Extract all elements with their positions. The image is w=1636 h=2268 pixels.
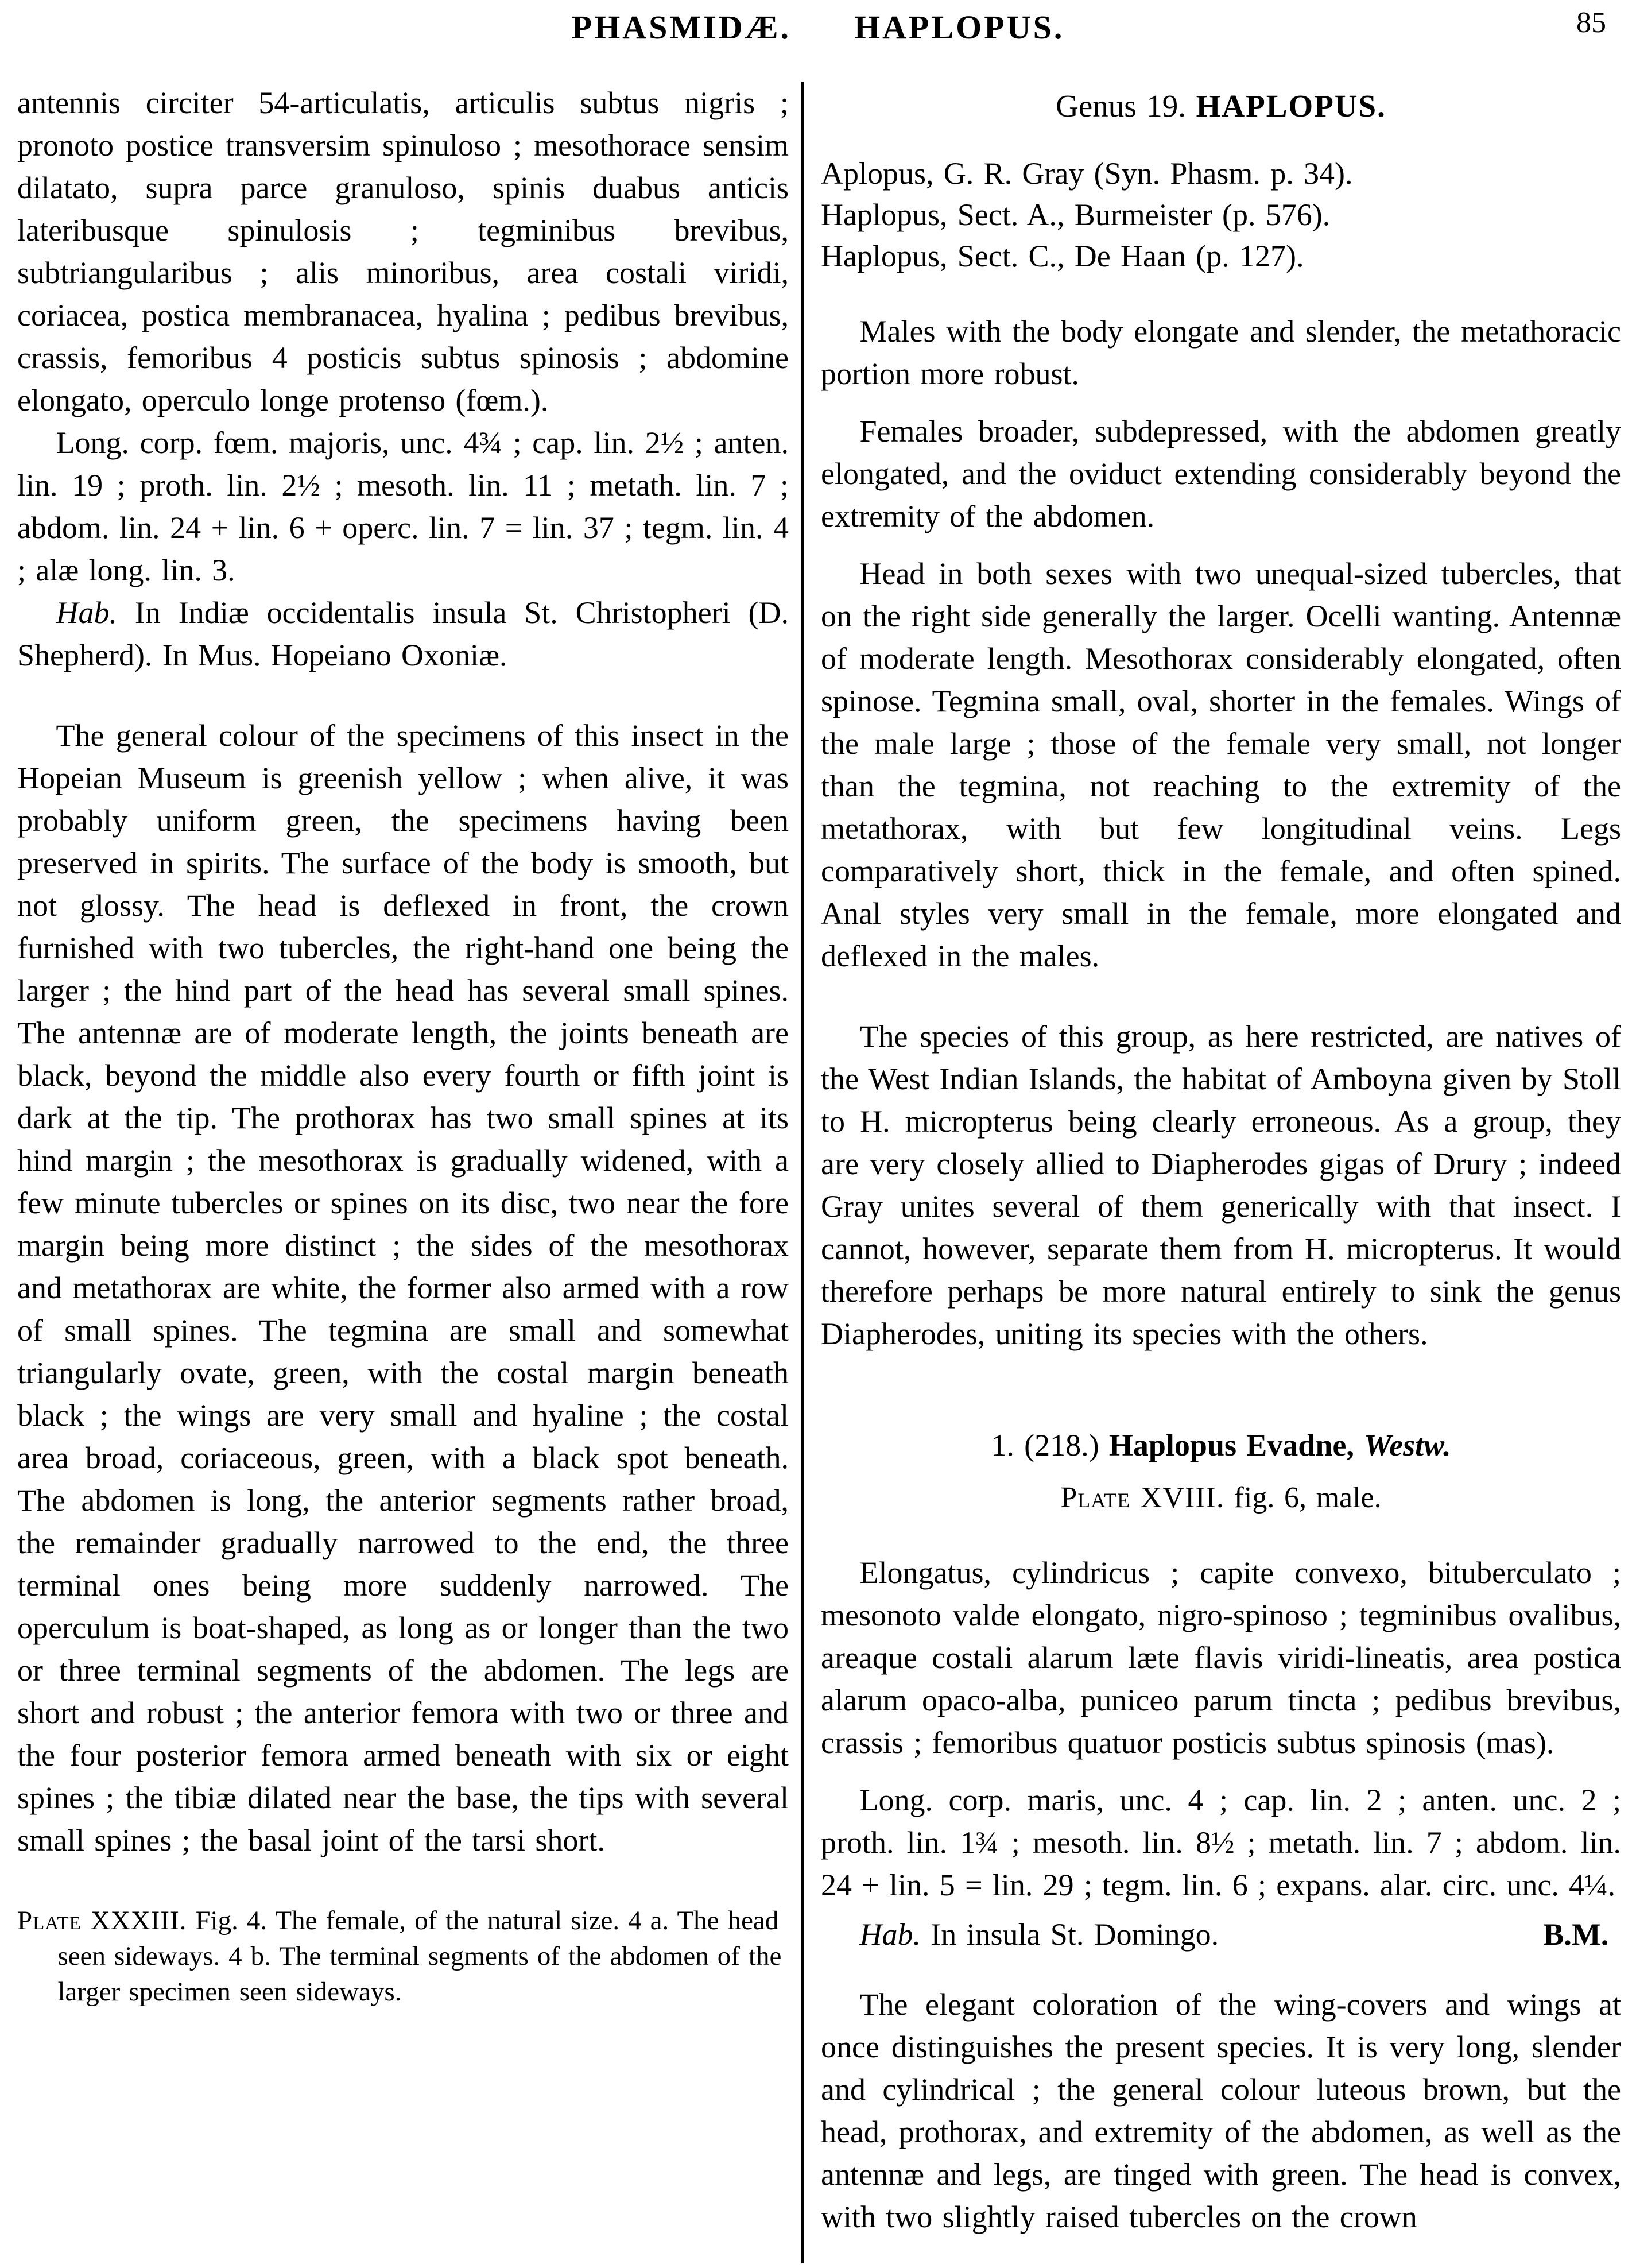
habitat-label: Hab. bbox=[56, 595, 117, 630]
measurements-paragraph: Long. corp. fœm. majoris, unc. 4¾ ; cap. lin. 2½ ; anten. lin. 19 ; proth. lin. 2½ ; mesoth. lin. 11 ; metath. lin. 7 ; abdom. lin. 24 + lin. 6 + operc. lin. 7 = lin. 37 ; tegm. lin. 4 ; alæ long. lin. 3. bbox=[17, 425, 789, 587]
synonym-line: Haplopus, Sect. C., De Haan (p. 127). bbox=[821, 239, 1304, 273]
species-description-paragraph: The general colour of the specimens of this insect in the Hopeian Museum is greenish yellow ; when alive, it was probably uniform green, the specimens having been preserved in spirits. The surface of the body is smooth, but not glossy. The head is deflexed in front, the crown furnished with two tubercles, the right-hand one being the larger ; the hind part of the head has several small spines. The antennæ are of moderate length, the joints beneath are black, beyond the middle also every fourth or fifth joint is dark at the tip. The prothorax has two small spines at its hind margin ; the mesothorax is gradually widened, with a few minute tubercles or spines on its disc, two near the fore margin being more distinct ; the sides of the mesothorax and metathorax are white, the former also armed with a row of small spines. The tegmina are small and somewhat triangularly ovate, green, with the costal margin beneath black ; the wings are very small and hyaline ; the costal area broad, coriaceous, green, with a black spot beneath. The abdomen is long, the anterior segments rather broad, the remainder gradually narrowed to the end, the three terminal ones being more suddenly narrowed. The operculum is boat-shaped, as long as or longer than the two or three terminal segments of the abdomen. The legs are short and robust ; the anterior femora with two or three and the four posterior femora armed beneath with six or eight spines ; the tibiæ dilated near the base, the tips with several small spines ; the basal joint of the tarsi short. bbox=[17, 718, 789, 1857]
genus-heading-prefix: Genus 19. bbox=[1056, 88, 1196, 123]
synonym-line: Haplopus, Sect. A., Burmeister (p. 576). bbox=[821, 198, 1331, 232]
closing-paragraph: The elegant coloration of the wing-covers and wings at once distinguishes the present species. It is very long, slender and cylindrical ; the general colour luteous brown, but the head, prothorax, and extremity of the abdomen, as well as the antennæ and legs, are tinged with green. The head is convex, with two slightly raised tubercles on the crown bbox=[821, 1987, 1621, 2234]
genus-heading bbox=[821, 85, 1621, 127]
species-habitat-row bbox=[821, 1913, 1621, 1956]
species-habitat-label: Hab. bbox=[859, 1917, 921, 1952]
species-plate-rest: fig. 6, male. bbox=[1224, 1481, 1382, 1514]
species-plate-label: Plate XVIII. bbox=[1060, 1481, 1224, 1514]
species-name: Haplopus Evadne, bbox=[1108, 1428, 1364, 1462]
left-column bbox=[17, 82, 801, 2263]
species-number: 1. (218.) bbox=[991, 1428, 1109, 1462]
running-head-genus-title: HAPLOPUS. bbox=[854, 9, 1065, 46]
running-head bbox=[0, 0, 1636, 76]
plate-caption bbox=[17, 1903, 789, 2010]
museum-abbreviation: B.M. bbox=[1543, 1917, 1609, 1952]
running-head-section-title: PHASMIDÆ. bbox=[571, 9, 792, 46]
species-habitat-line bbox=[821, 1913, 1219, 1956]
right-column bbox=[804, 82, 1621, 2263]
females-paragraph: Females broader, subdepressed, with the abdomen greatly elongated, and the oviduct extending considerably beyond the extremity of the abdomen. bbox=[821, 414, 1621, 533]
species-habitat-text: In insula St. Domingo. bbox=[921, 1917, 1219, 1952]
species-latin-description: Elongatus, cylindricus ; capite convexo, bituberculato ; mesonoto valde elongato, nigro-spinoso ; tegminibus ovalibus, areaque costali alarum læte flavis viridi-lineatis, area postica alarum opaco-alba, puniceo parum tincta ; pedibus brevibus, crassis ; femoribus quatuor posticis subtus spinosis (mas). bbox=[821, 1555, 1621, 1760]
two-column-body bbox=[0, 82, 1636, 2263]
habitat-text: In Indiæ occidentalis insula St. Christopheri (D. Shepherd). In Mus. Hopeiano Oxoniæ. bbox=[17, 595, 789, 672]
species-author: Westw. bbox=[1364, 1428, 1451, 1462]
species-heading bbox=[821, 1424, 1621, 1466]
males-paragraph: Males with the body elongate and slender, the metathoracic portion more robust. bbox=[821, 314, 1621, 391]
generic-characters-paragraph: Head in both sexes with two unequal-sized tubercles, that on the right side generally the larger. Ocelli wanting. Antennæ of moderate length. Mesothorax considerably elongated, often spinose. Tegmina small, oval, shorter in the females. Wings of the male large ; those of the female very small, not longer than the tegmina, not reaching to the extremity of the metathorax, with but few longitudinal veins. Legs comparatively short, thick in the female, and often spined. Anal styles very small in the female, more elongated and deflexed in the males. bbox=[821, 556, 1621, 973]
species-measurements: Long. corp. maris, unc. 4 ; cap. lin. 2 ; anten. unc. 2 ; proth. lin. 1¾ ; mesoth. lin. 8½ ; metath. lin. 7 ; abdom. lin. 24 + lin. 5 = lin. 29 ; tegm. lin. 6 ; expans. alar. circ. unc. 4¼. bbox=[821, 1783, 1621, 1902]
genus-heading-name: HAPLOPUS. bbox=[1196, 88, 1386, 123]
distribution-paragraph: The species of this group, as here restricted, are natives of the West Indian Islands, the habitat of Amboyna given by Stoll to H. micropterus being clearly erroneous. As a group, they are very closely allied to Diapherodes gigas of Drury ; indeed Gray unites several of them generically with that insect. I cannot, however, separate them from H. micropterus. It would therefore perhaps be more natural entirely to sink the genus Diapherodes, uniting its species with the others. bbox=[821, 1019, 1621, 1351]
habitat-line bbox=[17, 591, 789, 676]
running-head-titles bbox=[0, 8, 1636, 47]
latin-description-paragraph: antennis circiter 54-articulatis, articulis subtus nigris ; pronoto postice transversim spinuloso ; mesothorace sensim dilatato, supra parce granuloso, spinis duabus anticis lateribusque spinulosis ; tegminibus brevibus, subtriangularibus ; alis minoribus, area costali viridi, coriacea, postica membranacea, hyalina ; pedibus brevibus, crassis, femoribus 4 posticis subtus spinosis ; abdomine elongato, operculo longe protenso (fœm.). bbox=[17, 86, 789, 417]
plate-caption-label: Plate XXXIII. bbox=[17, 1906, 187, 1936]
page-number: 85 bbox=[1576, 6, 1606, 39]
synonym-line: Aplopus, G. R. Gray (Syn. Phasm. p. 34). bbox=[821, 156, 1353, 191]
species-plate-line bbox=[821, 1477, 1621, 1519]
plate-caption-text: Fig. 4. The female, of the natural size. 4 a. The head seen sideways. 4 b. The terminal segments of the abdomen of the larger specimen seen sideways. bbox=[57, 1906, 782, 2007]
